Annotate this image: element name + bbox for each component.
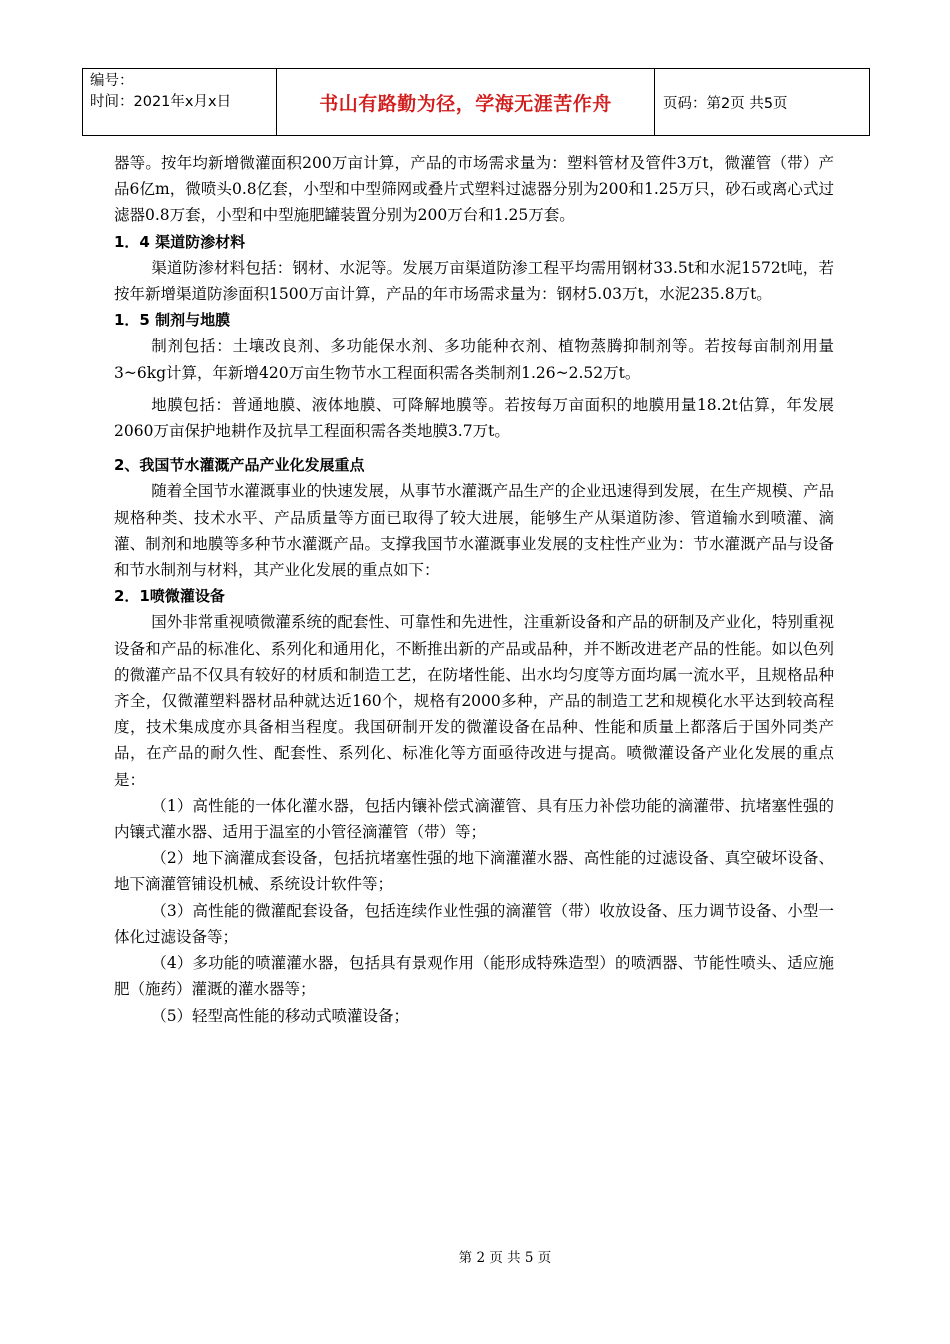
paragraph-2-1: 国外非常重视喷微灌系统的配套性、可靠性和先进性，注重新设备和产品的研制及产业化，特别重视设备和产品的标准化、系列化和通用化，不断推出新的产品或品种，并不断改进老产品的性能。如以色列的微灌产品不仅具有较好的材质和制造工艺，在防堵性能、出水均匀度等方面均属一流水平，且规格品种齐全，仅微灌塑料器材品种就达近160个，规格有2000多种，产品的制造工艺和规模化水平达到较高程度，技术集成度亦具备相当程度。我国研制开发的微灌设备在品种、性能和质量上都落后于国外同类产品，在产品的耐久性、配套性、系列化、标准化等方面亟待改进与提高。喷微灌设备产业化发展的重点是： [114,613,834,789]
list-item-2: （2）地下滴灌成套设备，包括抗堵塞性强的地下滴灌灌水器、高性能的过滤设备、真空破坏设备、地下滴灌管铺设机械、系统设计软件等； [114,849,834,894]
page-header [82,68,870,136]
paragraph-1-5-film: 地膜包括：普通地膜、液体地膜、可降解地膜等。若按每万亩面积的地膜用量18.2t估算，年发展2060万亩保护地耕作及抗旱工程面积需各类地膜3.7万t。 [114,395,834,441]
document-number-label: 编号： [90,73,134,89]
section-heading-2: 2、我国节水灌溉产品产业化发展重点 [114,456,365,475]
list-item-3: （3）高性能的微灌配套设备，包括连续作业性强的滴灌管（带）收放设备、压力调节设备、小型一体化过滤设备等； [114,901,834,946]
header-motto: 书山有路勤为径，学海无涯苦作舟 [277,69,655,135]
document-body [114,150,834,1029]
paragraph-1-4: 渠道防渗材料包括：钢材、水泥等。发展万亩渠道防渗工程平均需用钢材33.5t和水泥1572t吨，若按年新增渠道防渗面积1500万亩计算，产品的年市场需求量为：钢材5.03万t，水泥235.8万t。 [114,258,834,304]
paragraph-1-5-agents: 制剂包括：土壤改良剂、多功能保水剂、多功能种衣剂、植物蒸腾抑制剂等。若按每亩制剂用量3~6kg计算，年新增420万亩生物节水工程面积需各类制剂1.26~2.52万t。 [114,337,834,382]
header-page-info: 页码：第2页 共5页 [663,95,788,112]
footer-page-number: 第 2 页 共 5 页 [458,1250,552,1266]
page-footer [0,1246,950,1266]
document-time-label: 时间：2021年x月x日 [90,94,232,110]
paragraph-continued: 器等。按年均新增微灌面积200万亩计算，产品的市场需求量为：塑料管材及管件3万t，微灌管（带）产品6亿m，微喷头0.8亿套，小型和中型筛网或叠片式塑料过滤器分别为200和1.25万只，砂石或离心式过滤器0.8万套，小型和中型施肥罐装置分别为200万台和1.25万套。 [114,154,834,225]
section-heading-2-1: 2．1喷微灌设备 [114,587,225,606]
section-heading-1-5: 1．5 制剂与地膜 [114,311,231,330]
section-heading-1-4: 1．4 渠道防渗材料 [114,232,246,251]
list-item-5: （5）轻型高性能的移动式喷灌设备； [151,1006,410,1025]
paragraph-2: 随着全国节水灌溉事业的快速发展，从事节水灌溉产品生产的企业迅速得到发展，在生产规模、产品规格种类、技术水平、产品质量等方面已取得了较大进展，能够生产从渠道防渗、管道输水到喷灌、滴灌、制剂和地膜等多种节水灌溉产品。支撑我国节水灌溉事业发展的支柱性产业为：节水灌溉产品与设备和节水制剂与材料，其产业化发展的重点如下： [114,482,834,580]
list-item-4: （4）多功能的喷灌灌水器，包括具有景观作用（能形成特殊造型）的喷洒器、节能性喷头、适应施肥（施药）灌溉的灌水器等； [114,954,834,999]
list-item-1: （1）高性能的一体化灌水器，包括内镶补偿式滴灌管、具有压力补偿功能的滴灌带、抗堵塞性强的内镶式灌水器、适用于温室的小管径滴灌管（带）等； [114,796,834,842]
header-meta [83,69,277,135]
